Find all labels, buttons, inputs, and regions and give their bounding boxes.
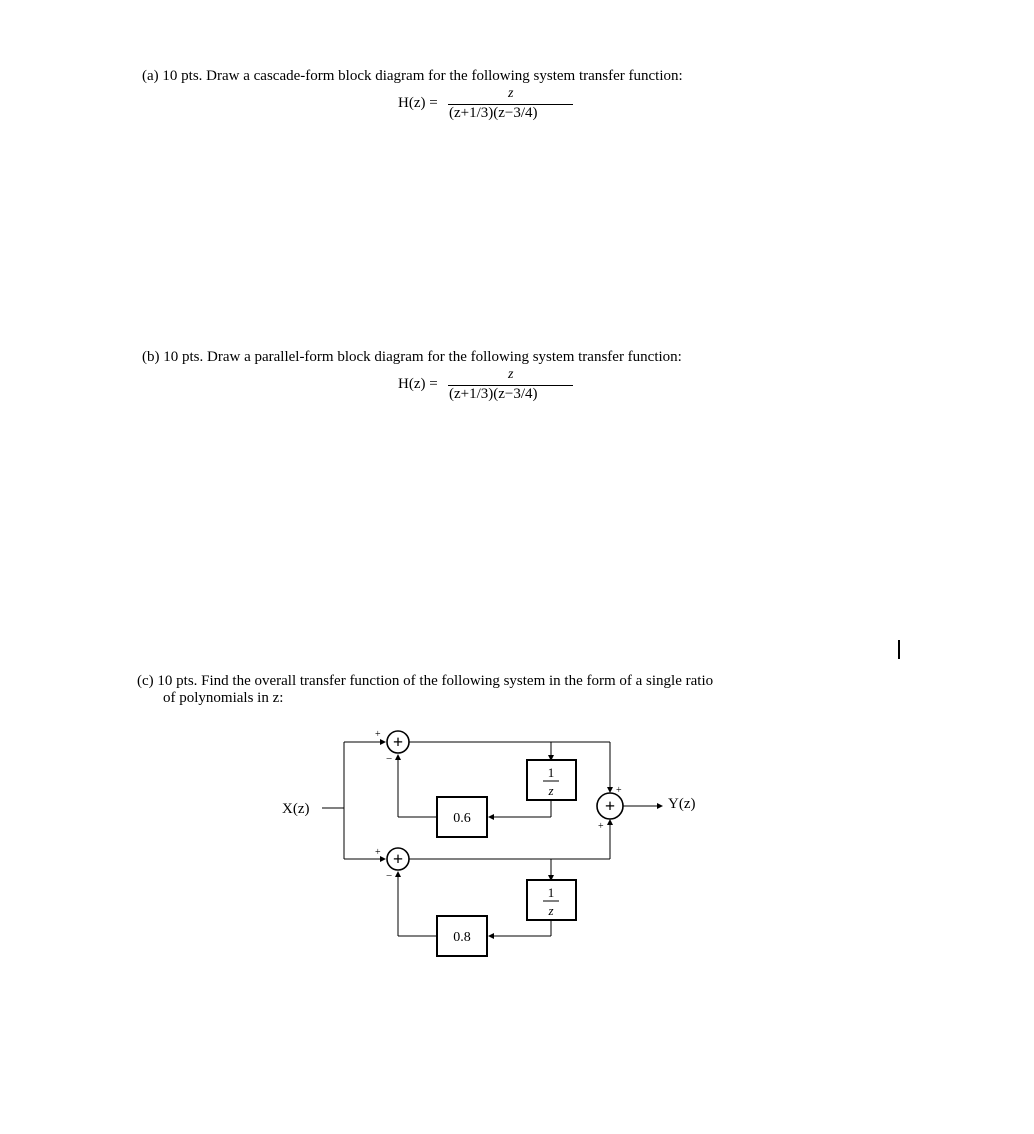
top-summer bbox=[387, 731, 409, 753]
output-summer-symbol: + bbox=[604, 796, 616, 816]
question-c-line1: (c) 10 pts. Find the overall transfer function of the following system in the form of a single ratio bbox=[137, 673, 714, 689]
equation-a-denominator: (z+1/3)(z−3/4) bbox=[449, 105, 538, 121]
bottom-delay-block bbox=[527, 880, 576, 920]
bottom-summer-plus-sign: + bbox=[375, 847, 381, 858]
equation-a-lhs: H(z) = bbox=[398, 95, 438, 111]
top-summer-minus-sign: − bbox=[386, 753, 393, 765]
equation-b-denominator: (z+1/3)(z−3/4) bbox=[449, 386, 538, 402]
equation-a-numerator: z bbox=[508, 86, 514, 101]
top-gain-block bbox=[437, 797, 487, 837]
equation-b-lhs: H(z) = bbox=[398, 376, 438, 392]
question-b-text: (b) 10 pts. Draw a parallel-form block diagram for the following system transfer function: bbox=[142, 349, 682, 365]
input-label: X(z) bbox=[282, 801, 310, 817]
output-summer-bottom-plus: + bbox=[598, 821, 604, 832]
top-summer-plus-sign: + bbox=[375, 729, 381, 740]
output-summer bbox=[597, 793, 623, 819]
top-delay-denominator: z bbox=[548, 783, 554, 798]
top-delay-numerator: 1 bbox=[547, 765, 555, 780]
question-c-line2: of polynomials in z: bbox=[163, 690, 284, 706]
equation-b-numerator: z bbox=[508, 367, 514, 382]
top-delay-block bbox=[527, 760, 576, 800]
output-label: Y(z) bbox=[668, 796, 696, 812]
bottom-delay-numerator: 1 bbox=[547, 885, 555, 900]
bottom-summer bbox=[387, 848, 409, 870]
output-summer-top-plus: + bbox=[616, 785, 622, 796]
top-gain-value: 0.6 bbox=[453, 811, 471, 826]
top-summer-symbol: + bbox=[392, 732, 404, 752]
bottom-gain-value: 0.8 bbox=[453, 930, 471, 945]
question-a-text: (a) 10 pts. Draw a cascade-form block diagram for the following system transfer function: bbox=[142, 68, 683, 84]
bottom-gain-block bbox=[437, 916, 487, 956]
signal-wires bbox=[322, 742, 662, 936]
bottom-summer-minus-sign: − bbox=[386, 870, 393, 882]
bottom-delay-denominator: z bbox=[548, 903, 554, 918]
bottom-summer-symbol: + bbox=[392, 849, 404, 869]
